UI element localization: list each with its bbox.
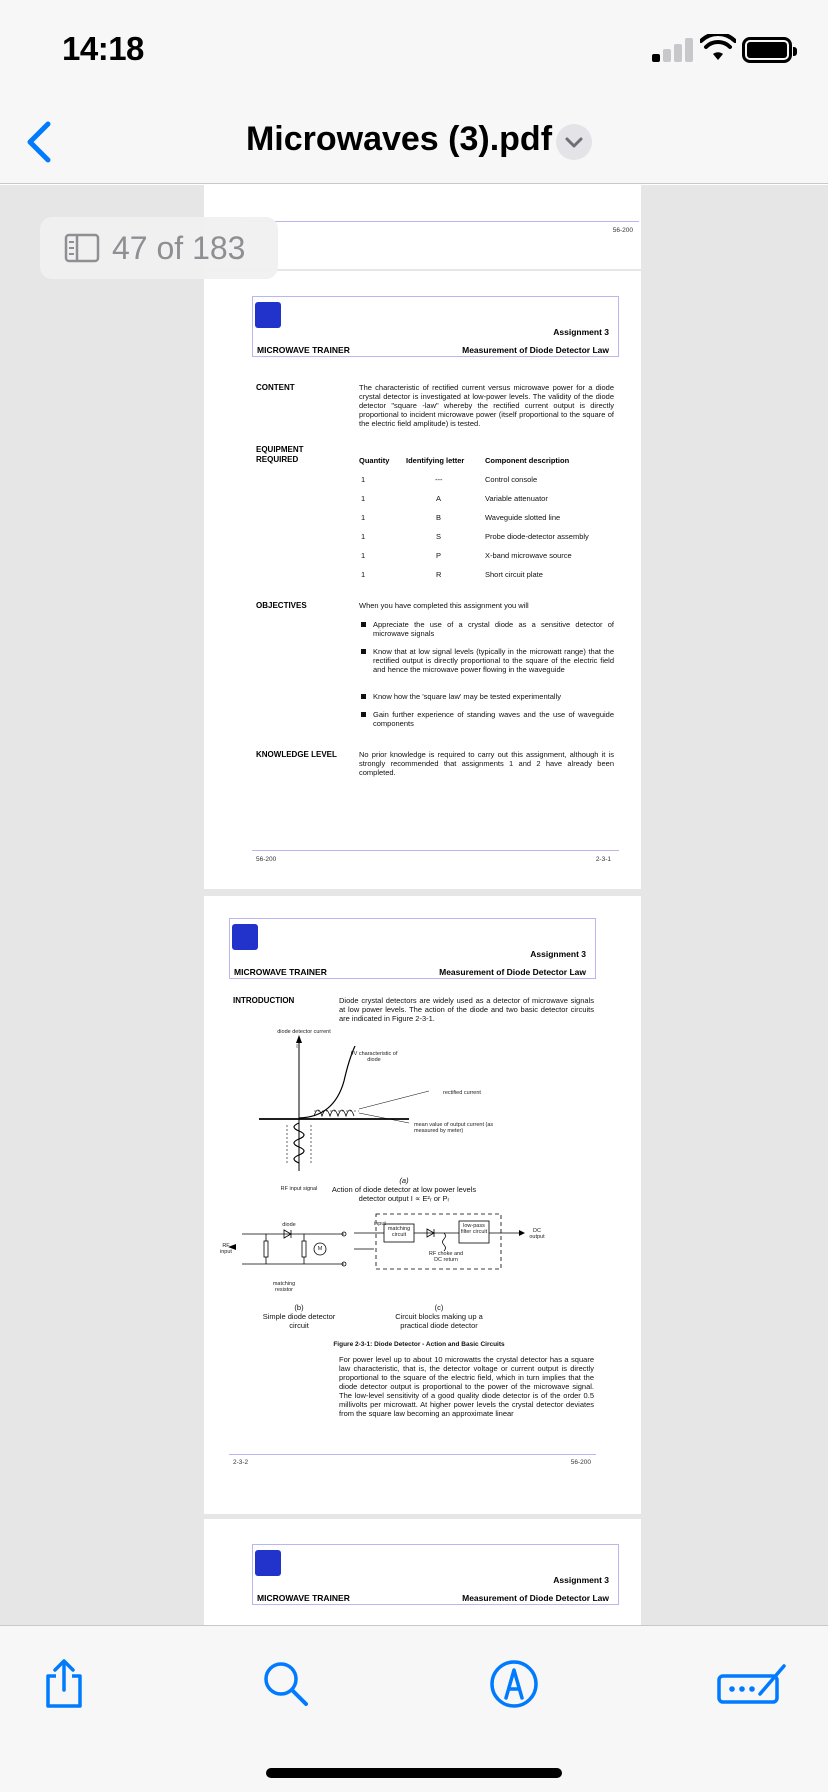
objective-item: Appreciate the use of a crystal diode as a sensitive detector of microwave signals [359, 620, 614, 638]
figure-label: RF input signal [280, 1186, 318, 1192]
footer-right: 56-200 [570, 1459, 591, 1466]
equipment-heading-2: REQUIRED [256, 455, 299, 464]
figure-caption: Figure 2-3-1: Diode Detector - Action and Basic Circuits [333, 1341, 505, 1348]
table-cell: 1 [361, 570, 366, 579]
document-title[interactable]: Microwaves (3).pdf [245, 120, 553, 158]
footer-right: 2-3-1 [595, 856, 611, 863]
assignment-label: Assignment 3 [553, 1575, 609, 1585]
table-cell: 1 [361, 475, 366, 484]
figure-caption-c: Circuit blocks making up a practical diode detector [395, 1312, 483, 1330]
body-text: For power level up to about 10 microwatts the crystal detector has a square law characteristic, that is, the detector voltage or current output is directly proportional to the square of the electric field, which in turn implies that the diode detector output is proportional to the power of the microwave signal. The low-level sensitivity of a good quality diode detector is of the order 0.5 millivolts per microwatt. At higher power levels the crystal detector deviates from the square law becoming an approximate linear [339, 1355, 594, 1418]
logo-icon [255, 1550, 281, 1576]
figure-label: diode detector current [277, 1029, 331, 1035]
wifi-icon [700, 34, 736, 62]
chevron-down-icon [556, 124, 592, 160]
knowledge-heading: KNOWLEDGE LEVEL [256, 750, 337, 759]
title-menu-button[interactable] [556, 124, 592, 160]
content-text: The characteristic of rectified current versus microwave power for a diode crystal detector is investigated at low-power levels. The validity of the diode detector "square -law" whereby the rectified current output is directly proportional to incident microwave power (itself proportional to the square of the electric field amplitude) is tested. [359, 383, 614, 428]
table-cell: Control console [485, 475, 538, 484]
figure-caption-a2: detector output I ∝ E²ᵣ or Pᵣ [358, 1194, 450, 1203]
assignment-label: Assignment 3 [530, 949, 586, 959]
footer-left: 2-3-2 [233, 1459, 249, 1466]
table-cell: R [436, 570, 442, 579]
table-cell: S [436, 532, 442, 541]
pdf-page-48 [204, 896, 641, 1514]
table-cell: X-band microwave source [485, 551, 572, 560]
logo-icon [232, 924, 258, 950]
navigation-bar [0, 100, 828, 184]
home-indicator [266, 1768, 562, 1778]
figure-label: (a) [399, 1176, 409, 1185]
table-header: Quantity [359, 456, 390, 465]
subject-label: Measurement of Diode Detector Law [462, 1593, 609, 1603]
cellular-signal-icon [652, 38, 702, 62]
page-counter-text: 47 of 183 [112, 229, 246, 266]
table-cell: Probe diode-detector assembly [485, 532, 589, 541]
status-bar [0, 0, 828, 100]
share-icon[interactable] [38, 1658, 90, 1710]
document-viewer[interactable] [0, 185, 828, 1625]
table-cell: --- [435, 475, 443, 484]
figure-caption-a: Action of diode detector at low power levels [331, 1185, 477, 1194]
knowledge-text: No prior knowledge is required to carry out this assignment, although it is strongly recommended that assignments 1 and 2 have already been completed. [359, 750, 614, 777]
figure-label: RF choke and DC return [428, 1251, 464, 1264]
figure-label: rectified current [443, 1090, 481, 1096]
table-cell: 1 [361, 532, 366, 541]
page-header [252, 1544, 619, 1605]
figure-label: (b) [294, 1303, 304, 1312]
table-cell: 1 [361, 513, 366, 522]
page-code: 56-200 [612, 227, 633, 234]
figure-label: diode [282, 1222, 296, 1228]
table-cell: 1 [361, 494, 366, 503]
page-header [229, 918, 596, 979]
trainer-label: MICROWAVE TRAINER [257, 1593, 350, 1603]
table-cell: Variable attenuator [485, 494, 548, 503]
table-cell: A [436, 494, 442, 503]
subject-label: Measurement of Diode Detector Law [462, 345, 609, 355]
table-cell: Short circuit plate [485, 570, 543, 579]
page-header [252, 296, 619, 357]
table-cell: Waveguide slotted line [485, 513, 561, 522]
figure-label: M [317, 1246, 323, 1252]
battery-icon [742, 37, 792, 63]
pdf-page-49-partial [204, 1519, 641, 1625]
objective-item: Know that at low signal levels (typically in the microwatt range) that the rectified output is directly proportional to the square of the electric field and hence the microwave power flowing in the waveguide [359, 647, 614, 674]
search-icon[interactable] [260, 1658, 312, 1710]
figure-label: input [374, 1221, 386, 1227]
bottom-toolbar [0, 1625, 828, 1792]
figure-label: matching resistor [272, 1281, 296, 1294]
table-cell: B [436, 513, 442, 522]
content-heading: CONTENT [256, 383, 295, 392]
figure-label: I/V characteristic of diode [350, 1051, 398, 1064]
page-counter[interactable] [40, 217, 278, 279]
markup-icon[interactable] [488, 1658, 540, 1710]
subject-label: Measurement of Diode Detector Law [439, 967, 586, 977]
logo-icon [255, 302, 281, 328]
figure-label: I [296, 1044, 298, 1050]
figure-label: RF input [220, 1243, 232, 1256]
sidebar-thumbnails-icon [64, 233, 100, 263]
table-header: Identifying letter [406, 456, 465, 465]
figure-label: (c) [434, 1303, 444, 1312]
figure-label: matching circuit [387, 1226, 411, 1239]
table-cell: 1 [361, 551, 366, 560]
figure-label: low-pass filter circuit [460, 1223, 488, 1236]
trainer-label: MICROWAVE TRAINER [234, 967, 327, 977]
pdf-page-47 [204, 271, 641, 889]
table-header: Component description [485, 456, 570, 465]
introduction-heading: INTRODUCTION [233, 996, 295, 1005]
introduction-text: Diode crystal detectors are widely used as a detector of microwave signals at low power levels. The action of the diode and two basic detector circuits are indicated in Figure 2-3-1. [339, 996, 594, 1023]
objectives-intro: When you have completed this assignment you will [359, 601, 529, 610]
assignment-label: Assignment 3 [553, 327, 609, 337]
equipment-heading-1: EQUIPMENT [256, 445, 304, 454]
table-cell: P [436, 551, 442, 560]
objective-item: Know how the 'square law' may be tested experimentally [359, 692, 614, 701]
fill-sign-icon[interactable] [716, 1658, 788, 1710]
status-time: 14:18 [62, 30, 144, 67]
footer-left: 56-200 [256, 856, 277, 863]
figure-label: DC output [529, 1228, 545, 1241]
figure-caption-b: Simple diode detector circuit [262, 1312, 336, 1330]
objectives-heading: OBJECTIVES [256, 601, 307, 610]
trainer-label: MICROWAVE TRAINER [257, 345, 350, 355]
figure-label: mean value of output current (as measured by meter) [414, 1122, 494, 1135]
objective-item: Gain further experience of standing waves and the use of waveguide components [359, 710, 614, 728]
simple-detector-circuit [224, 1211, 354, 1276]
